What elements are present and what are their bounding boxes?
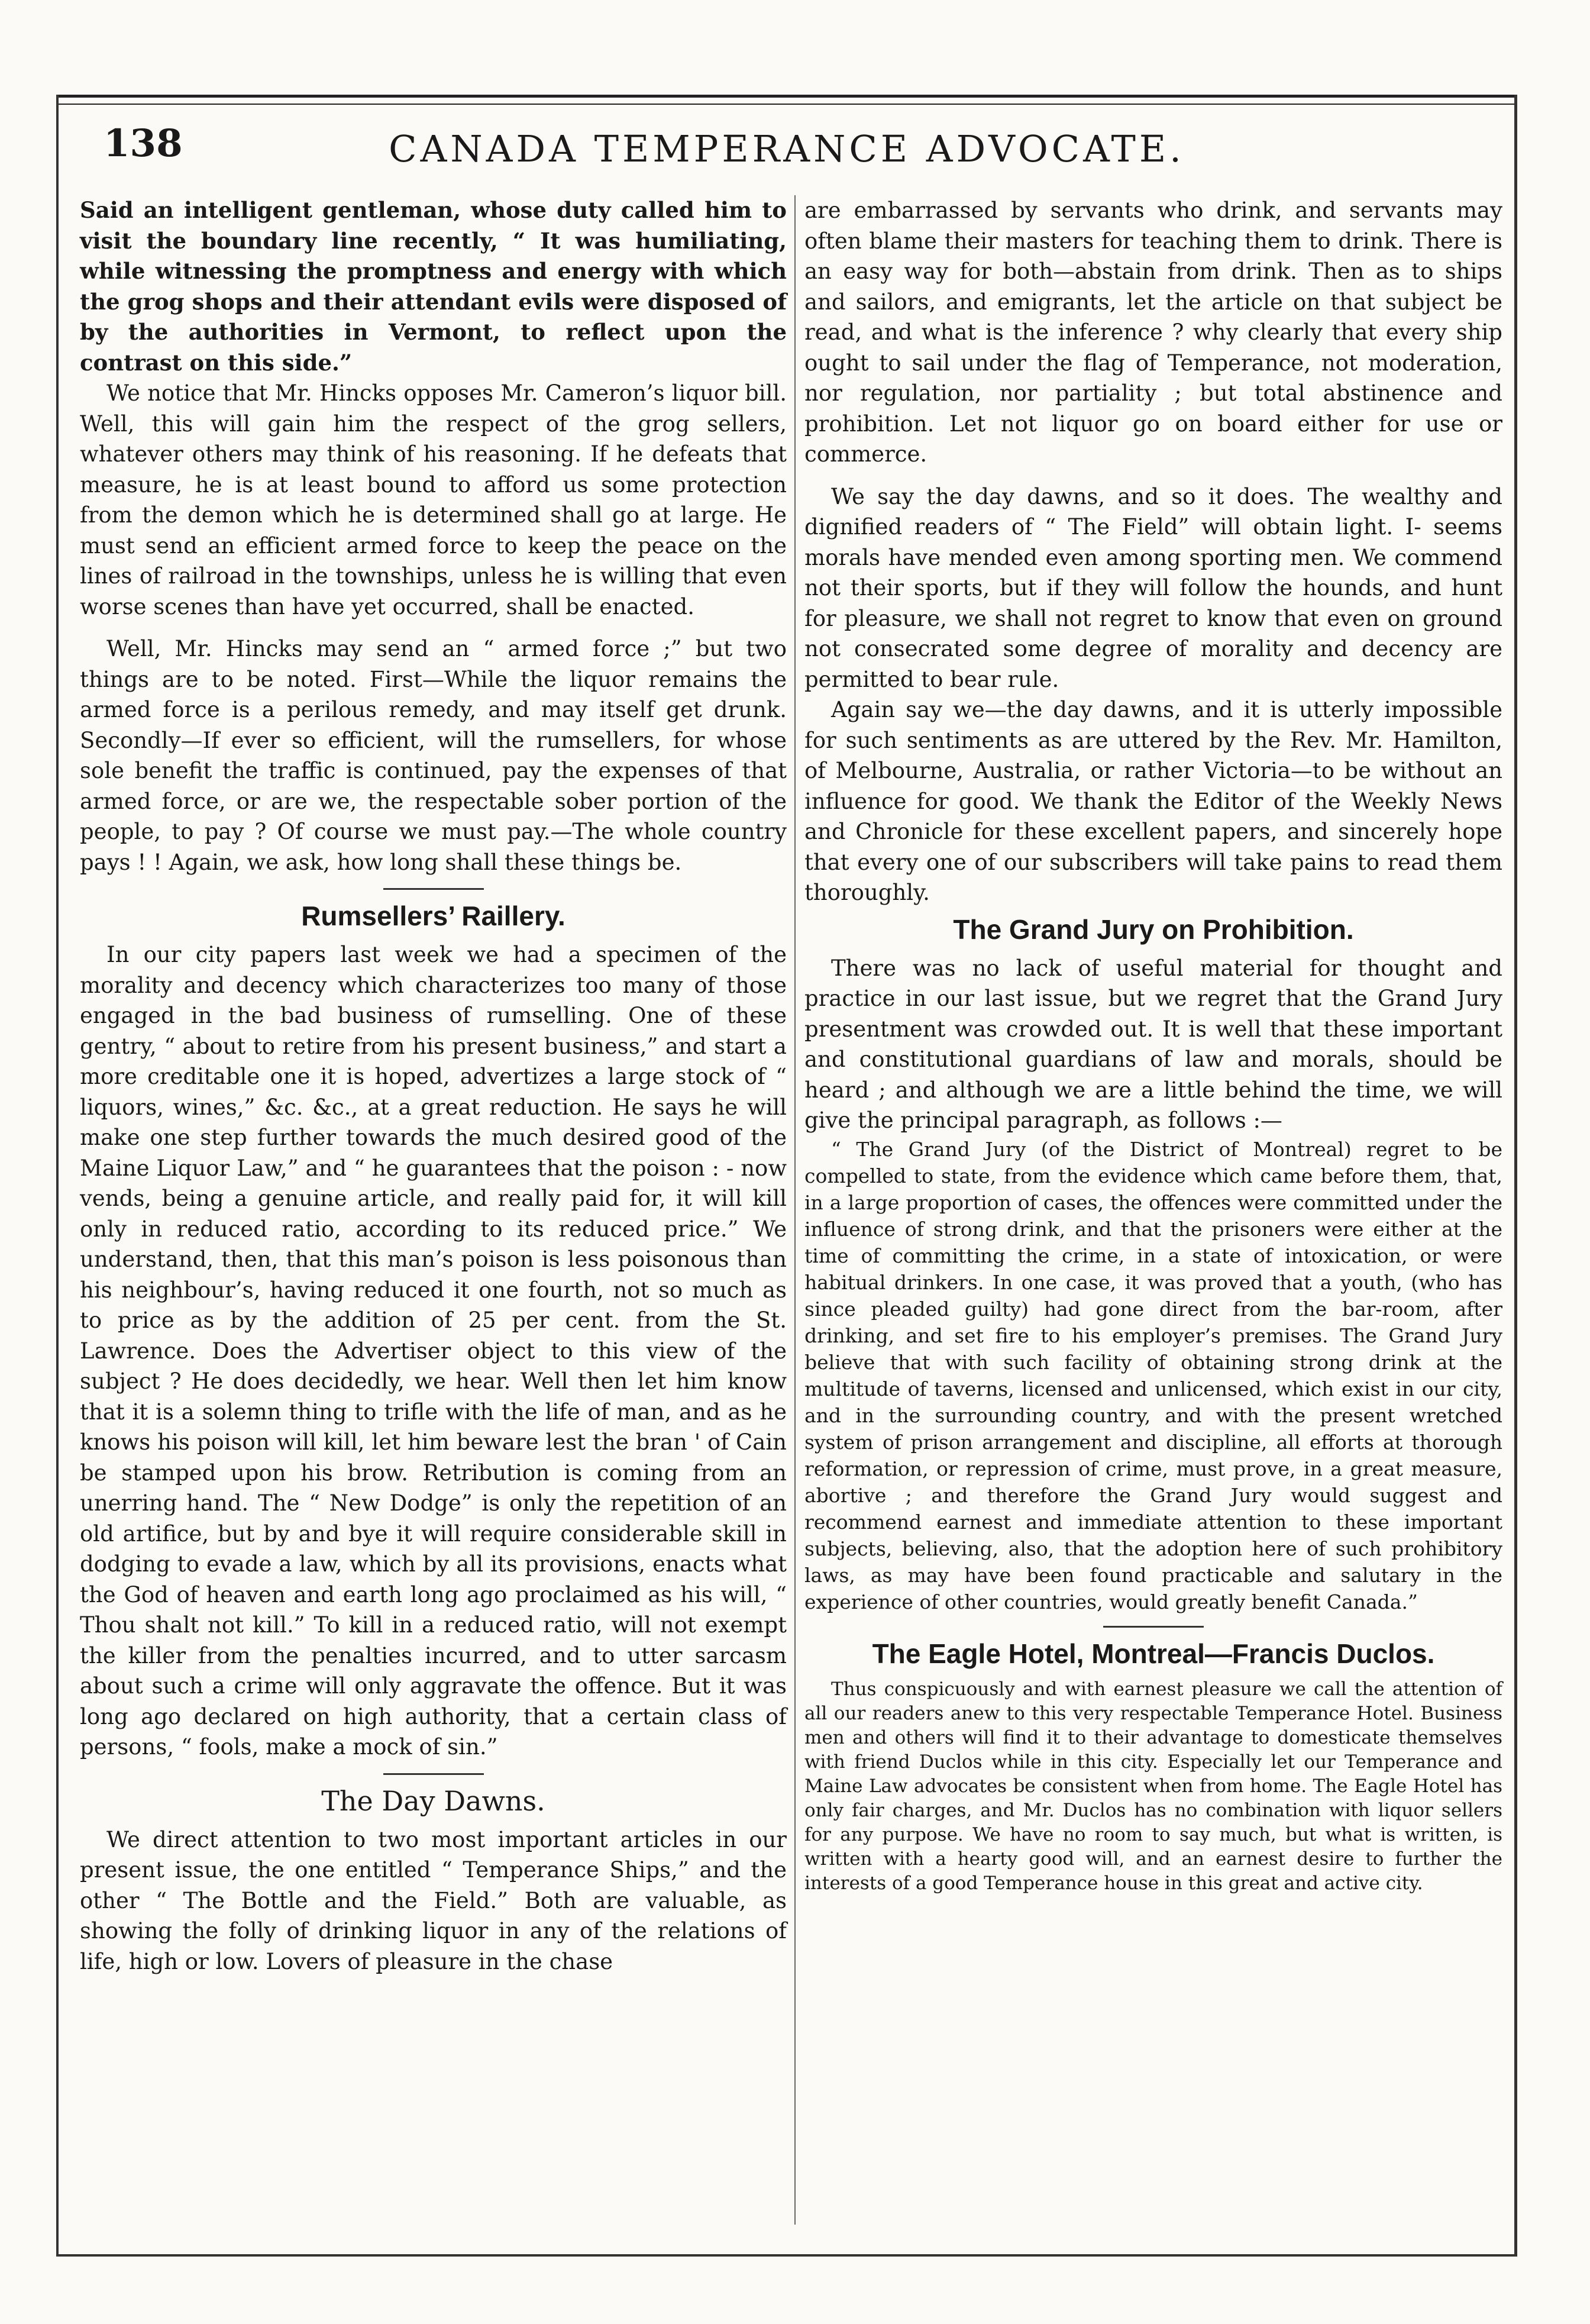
section-divider: [1103, 1626, 1204, 1628]
right-border-rule: [1514, 95, 1517, 2254]
section-heading: The Grand Jury on Prohibition.: [953, 914, 1354, 945]
article-paragraph: We say the day dawns, and so it does. The wealthy and dignified readers of “ The Field” will obtain light. I- seems morals have mended even among sporting men. We commend not their sports, but if they will follow the hounds, and hunt for pleasure, we shall not regret to know that even on ground not consecrated some degree of morality and decency are permitted to bear rule.: [804, 483, 1502, 692]
page-number: 138: [104, 121, 183, 166]
bottom-border-rule: [56, 2254, 1517, 2257]
column-divider: [794, 195, 796, 2225]
top-border-thin-rule: [56, 104, 1517, 105]
section-heading: The Day Dawns.: [321, 1784, 545, 1817]
article-paragraph: Well, Mr. Hincks may send an “ armed force ;” but two things are to be noted. First—While the liquor remains the armed force is a perilous remedy, and may itself get drunk. Secondly—If ever so efficient, will the rumsellers, for whose sole benefit the traffic is continued, pay the expenses of that armed force, or are we, the respectable sober portion of the people, to pay ? Of course we must pay.—The whole country pays ! ! Again, we ask, how long shall these things be.: [80, 636, 787, 875]
page-header: [77, 115, 1497, 180]
section-heading: Rumsellers’ Raillery.: [301, 900, 565, 931]
section-heading: The Eagle Hotel, Montreal—Francis Duclos.: [872, 1638, 1435, 1669]
article-paragraph: Said an intelligent gentleman, whose duty called him to visit the boundary line recently, “ It was humiliating, while witnessing the promptness and energy with which the grog shops and their attendant evils were disposed of by the authorities in Vermont, to reflect upon the contrast on this side.”: [80, 197, 787, 376]
article-paragraph: We direct attention to two most important articles in our present issue, the one entitled “ Temperance Ships,” and the other “ The Bottle and the Field.” Both are valuable, as showing the folly of drinking liquor in any of the relations of life, high or low. Lovers of pleasure in the chase: [80, 1826, 787, 1974]
left-column: [80, 195, 787, 1977]
article-paragraph: Thus conspicuously and with earnest pleasure we call the attention of all our readers anew to this very respectable Temperance Hotel. Business men and others will find it to their advantage to domesticate themselves with friend Duclos while in this city. Especially let our Temperance and Maine Law advocates be consistent when from home. The Eagle Hotel has only fair charges, and Mr. Duclos has no combination with liquor sellers for any purpose. We have no room to say much, but what is written, is written with a hearty good will, and an earnest desire to further the interests of a good Temperance house in this great and active city.: [804, 1678, 1502, 1894]
section-divider: [383, 888, 484, 890]
article-paragraph: In our city papers last week we had a specimen of the morality and decency which characterizes too many of those engaged in the bad business of rumselling. One of these gentry, “ about to retire from his present business,” and start a more creditable one it is hoped, advertizes a large stock of “ liquors, wines,” &c. &c., at a great reduction. He says he will make one step further towards the much desired good of the Maine Liquor Law,” and “ he guarantees that the poison : - now vends, being a genuine article, and really paid for, it will kill only in reduced ratio, according to its reduced price.” We understand, then, that this man’s poison is less poisonous than his neighbour’s, having reduced it one fourth, not so much as to price as by the addition of 25 per cent. from the St. Lawrence. Does the Advertiser object to this view of the subject ? He does decidedly, we hear. Well then let him know that it is a solemn thing to trifle with the life of man, and as he knows his poison will kill, let him beware lest the bran ' of Cain be stamped upon his brow. Retribution is coming from an unerring hand. The “ New Dodge” is only the repetition of an old artifice, but by and bye it will require considerable skill in dodging to evade a law, which by all its provisions, enacts what the God of heaven and earth long ago proclaimed as his will, “ Thou shalt not kill.” To kill in a reduced ratio, will not exempt the killer from the penalties incurred, and to utter sarcasm about such a crime will only aggravate the offence. But it was long ago declared on high authority, that a certain class of persons, “ fools, make a mock of sin.”: [80, 942, 787, 1760]
top-border-rule: [56, 95, 1517, 98]
article-paragraph: Again say we—the day dawns, and it is utterly impossible for such sentiments as are uttered by the Rev. Mr. Hamilton, of Melbourne, Australia, or rather Victoria—to be without an influence for good. We thank the Editor of the Weekly News and Chronicle for these excellent papers, and sincerely hope that every one of our subscribers will take pains to read them thoroughly.: [804, 697, 1502, 905]
article-paragraph: are embarrassed by servants who drink, and servants may often blame their masters for teaching them to drink. There is an easy way for both—abstain from drink. Then as to ships and sailors, and emigrants, let the article on that subject be read, and what is the inference ? why clearly that every ship ought to sail under the flag of Temperance, not moderation, nor regulation, nor partiality ; but total abstinence and prohibition. Let not liquor go on board either for use or commerce.: [804, 198, 1502, 467]
section-divider: [383, 1773, 484, 1775]
left-border-rule: [56, 95, 59, 2254]
article-paragraph: There was no lack of useful material for thought and practice in our last issue, but we regret that the Grand Jury presentment was crowded out. It is well that these important and constitutional guardians of law and morals, should be heard ; and although we are a little behind the time, we will give the principal paragraph, as follows :—: [804, 955, 1502, 1133]
right-column: [804, 195, 1502, 1896]
quoted-presentment: “ The Grand Jury (of the District of Montreal) regret to be compelled to state, from the evidence which came before them, that, in a large proportion of cases, the offences were committed under the influence of strong drink, and that the prisoners were either at the time of committing the crime, in a state of intoxication, or were habitual drinkers. In one case, it was proved that a youth, (who has since pleaded guilty) had gone direct from the bar-room, after drinking, and set fire to his employer’s premises. The Grand Jury believe that with such facility of obtaining strong drink at the multitude of taverns, licensed and unlicensed, which exist in our city, and in the surrounding country, and with the present wretched system of prison arrangement and discipline, all efforts at thorough reformation, or repression of crime, must prove, in a great measure, abortive ; and therefore the Grand Jury would suggest and recommend earnest and immediate attention to these important subjects, believing, also, that the adoption here of such prohibitory laws, as may have been found practicable and salutary in the experience of other countries, would greatly benefit Canada.”: [804, 1137, 1502, 1613]
article-paragraph: We notice that Mr. Hincks opposes Mr. Cameron’s liquor bill. Well, this will gain him the respect of the grog sellers, whatever others may think of his reasoning. If he defeats that measure, he is at least bound to afford us some protection from the demon which he is determined shall go at large. He must send an efficient armed force to keep the peace on the lines of railroad in the townships, unless he is willing that even worse scenes than have yet occurred, shall be enacted.: [80, 380, 787, 619]
publication-title: CANADA TEMPERANCE ADVOCATE.: [389, 127, 1185, 170]
